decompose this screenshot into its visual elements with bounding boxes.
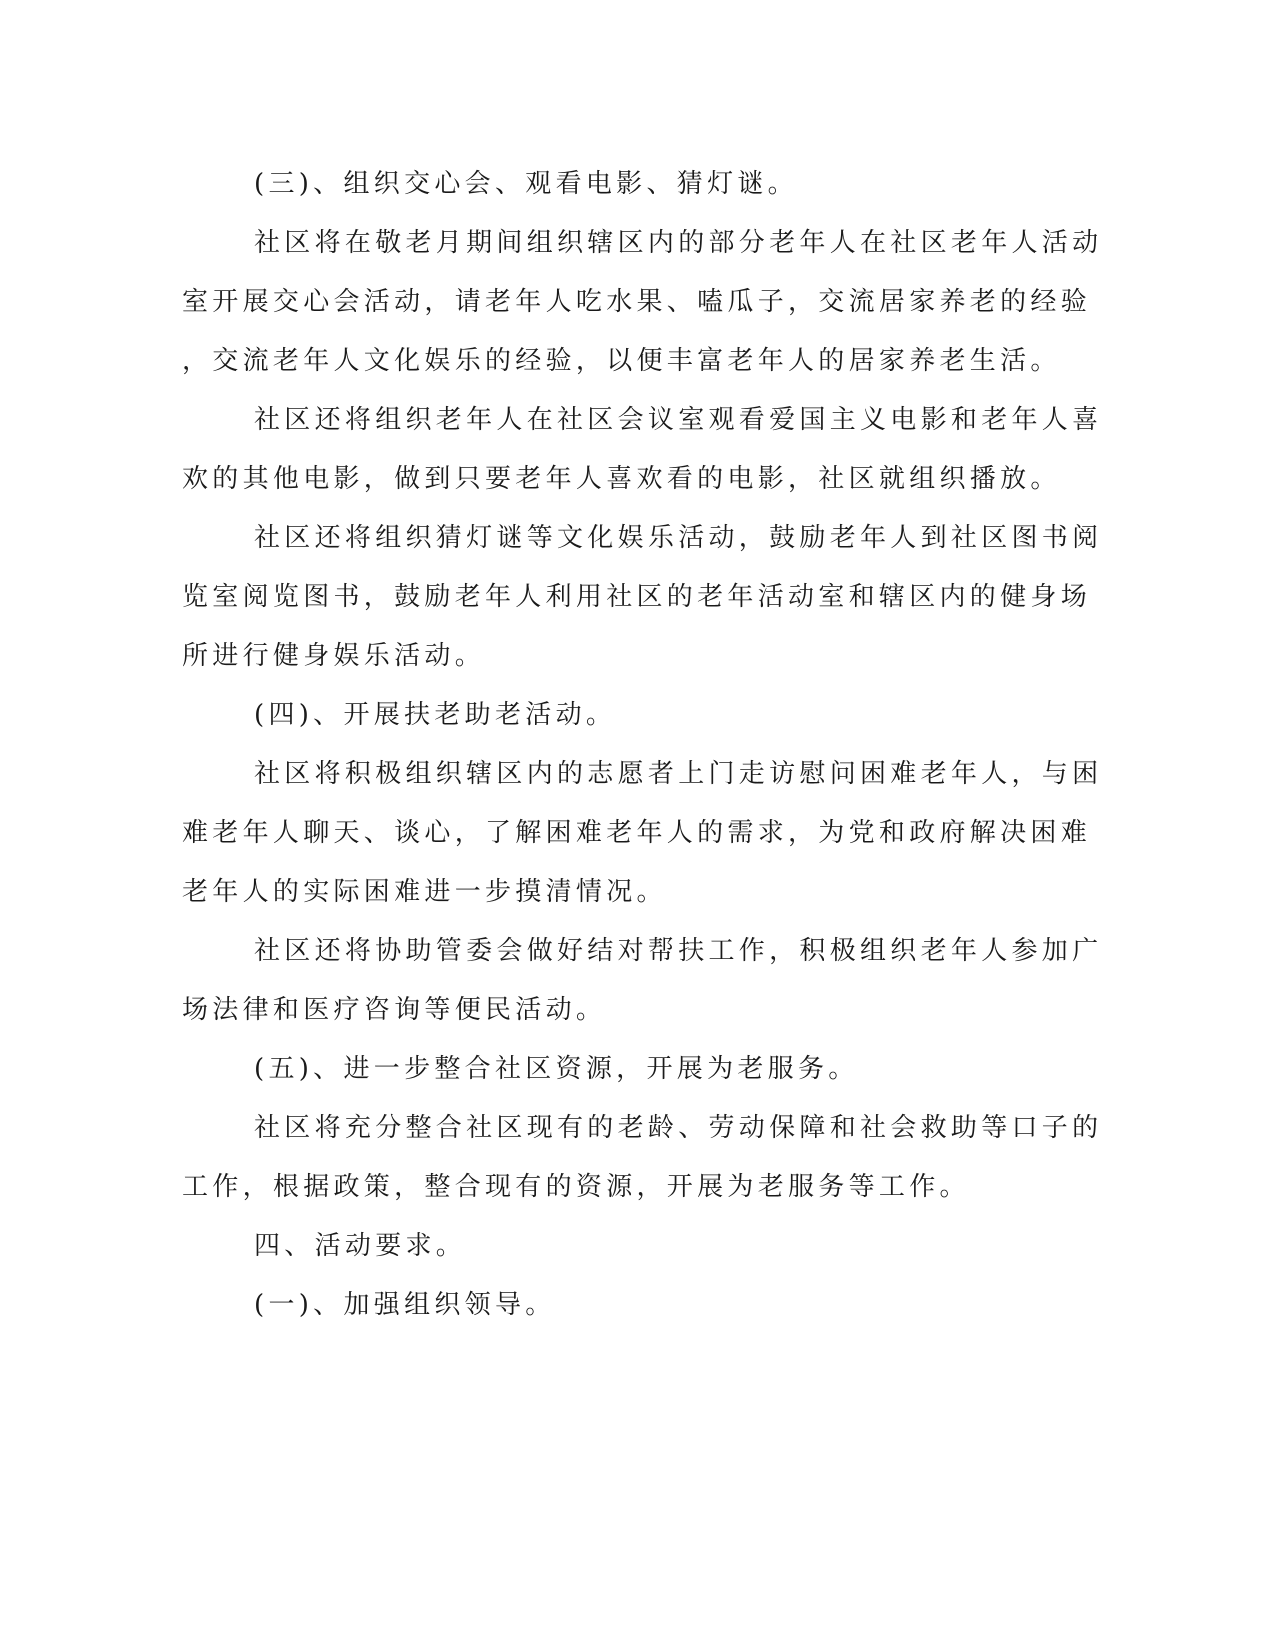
paragraph-line: 社区还将组织老年人在社区会议室观看爱国主义电影和老年人喜 <box>254 405 1103 435</box>
paragraph-line: 难老年人聊天、谈心，了解困难老年人的需求，为党和政府解决困难 <box>182 818 1092 848</box>
section-heading: (五)、进一步整合社区资源，开展为老服务。 <box>254 1054 859 1084</box>
section-heading: (四)、开展扶老助老活动。 <box>254 700 617 730</box>
paragraph-line: 社区将在敬老月期间组织辖区内的部分老年人在社区老年人活动 <box>254 228 1103 258</box>
paragraph-line: 工作，根据政策，整合现有的资源，开展为老服务等工作。 <box>182 1172 970 1202</box>
paragraph-line: ，交流老年人文化娱乐的经验，以便丰富老年人的居家养老生活。 <box>182 346 1061 376</box>
document-page <box>182 164 1103 1344</box>
paragraph-line: 所进行健身娱乐活动。 <box>182 641 486 671</box>
paragraph-line: 欢的其他电影，做到只要老年人喜欢看的电影，社区就组织播放。 <box>182 464 1061 494</box>
paragraph-line: 社区还将协助管委会做好结对帮扶工作，积极组织老年人参加广 <box>254 936 1103 966</box>
paragraph-line: 场法律和医疗咨询等便民活动。 <box>182 995 607 1025</box>
paragraph-line: 老年人的实际困难进一步摸清情况。 <box>182 877 667 907</box>
paragraph-line: 室开展交心会活动，请老年人吃水果、嗑瓜子，交流居家养老的经验 <box>182 287 1092 317</box>
paragraph-line: 社区还将组织猜灯谜等文化娱乐活动，鼓励老年人到社区图书阅 <box>254 523 1103 553</box>
section-heading: (三)、组织交心会、观看电影、猜灯谜。 <box>254 169 798 199</box>
paragraph-line: 览室阅览图书，鼓励老年人利用社区的老年活动室和辖区内的健身场 <box>182 582 1092 612</box>
paragraph-line: 社区将充分整合社区现有的老龄、劳动保障和社会救助等口子的 <box>254 1113 1103 1143</box>
paragraph-line: 社区将积极组织辖区内的志愿者上门走访慰问困难老年人，与困 <box>254 759 1103 789</box>
section-heading: 四、活动要求。 <box>254 1231 467 1261</box>
section-heading: (一)、加强组织领导。 <box>254 1290 556 1320</box>
